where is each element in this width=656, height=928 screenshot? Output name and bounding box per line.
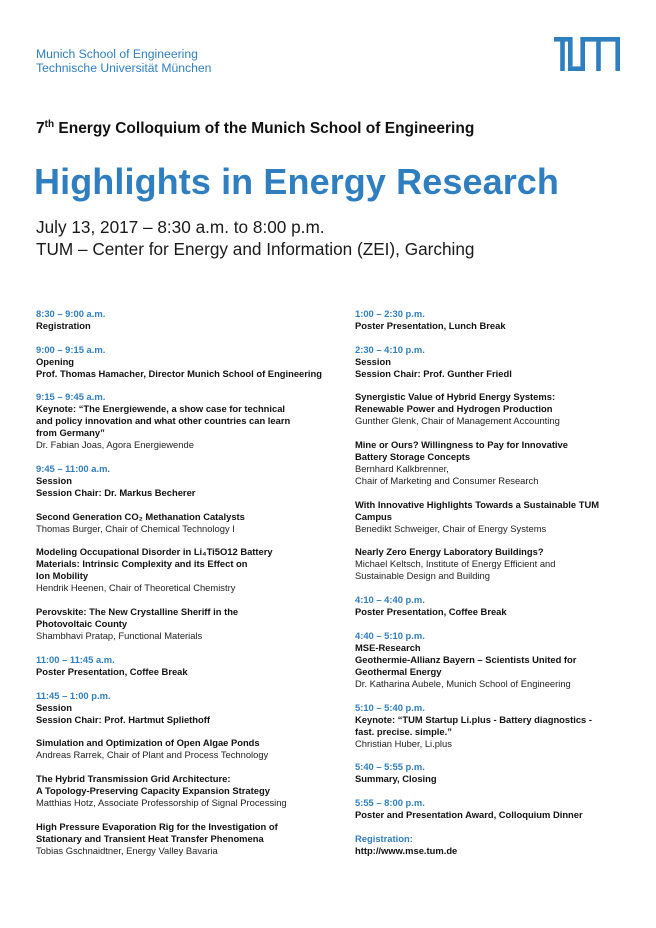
program-item <box>355 391 627 427</box>
time-slot: 5:10 – 5:40 p.m. <box>355 701 425 713</box>
program-title-line: Second Generation CO₂ Methanation Catalysts <box>36 510 245 522</box>
program-title-line: MSE-Research <box>355 641 421 653</box>
program-title-line: Perovskite: The New Crystalline Sheriff in the <box>36 606 239 618</box>
program-title-line: Session Chair: Dr. Markus Becherer <box>36 487 196 499</box>
program-title-line: Session Chair: Prof. Hartmut Spliethoff <box>36 713 210 725</box>
event-info <box>36 216 474 260</box>
program-item <box>36 546 336 594</box>
speaker-line: Dr. Katharina Aubele, Munich School of Engineering <box>355 677 571 689</box>
program-item <box>36 654 336 678</box>
speaker-line: Gunther Glenk, Chair of Management Accounting <box>355 415 560 427</box>
program-item <box>355 439 627 487</box>
time-slot: 9:45 – 11:00 a.m. <box>36 463 111 475</box>
program-title-line: Mine or Ours? Willingness to Pay for Innovative <box>355 439 568 451</box>
program-title-line: A Topology-Preserving Capacity Expansion Strategy <box>36 784 270 796</box>
program-item <box>36 821 336 857</box>
program-title-line: Simulation and Optimization of Open Algae Ponds <box>36 737 260 749</box>
speaker-line: Benedikt Schweiger, Chair of Energy Systems <box>355 522 547 534</box>
program-title-line: Session <box>36 475 72 487</box>
time-slot: 9:00 – 9:15 a.m. <box>36 343 106 355</box>
time-slot: 4:40 – 5:10 p.m. <box>355 629 425 641</box>
time-slot: 5:55 – 8:00 p.m. <box>355 796 425 808</box>
program-item <box>355 630 627 690</box>
speaker-line: Dr. Fabian Joas, Agora Energiewende <box>36 439 194 451</box>
program-item <box>355 344 627 380</box>
program-title-line: Keynote: “TUM Startup Li.plus - Battery diagnostics - <box>355 713 592 725</box>
program-title-line: Registration <box>36 320 91 331</box>
program-title-line: Poster Presentation, Lunch Break <box>355 320 506 331</box>
program-item <box>36 463 336 499</box>
program-item <box>355 308 627 332</box>
program-item <box>355 499 627 535</box>
university-name: Technische Universität München <box>36 61 212 75</box>
speaker-line: Thomas Burger, Chair of Chemical Technology I <box>36 522 235 534</box>
program-item <box>36 606 336 642</box>
program-item <box>355 702 627 750</box>
program-title-line: Session Chair: Prof. Gunther Friedl <box>355 367 512 379</box>
time-slot: Registration: <box>355 832 413 844</box>
program-item <box>36 308 336 332</box>
institution-block <box>36 47 211 75</box>
program-item <box>36 737 336 761</box>
program-right-column <box>355 308 627 868</box>
program-title-line: Poster Presentation, Coffee Break <box>36 665 188 677</box>
program-title-line: Battery Storage Concepts <box>355 451 471 463</box>
program-title-line: Ion Mobility <box>36 570 89 582</box>
program-item <box>355 833 627 857</box>
program-title-line: Synergistic Value of Hybrid Energy Systems: <box>355 391 556 403</box>
time-slot: 2:30 – 4:10 p.m. <box>355 343 425 355</box>
program-item <box>36 391 336 451</box>
program-title-line: Modeling Occupational Disorder in Li₄Ti5O12 Battery <box>36 546 273 558</box>
time-slot: 11:00 – 11:45 a.m. <box>36 653 115 665</box>
program-title-line: fast. precise. simple.” <box>355 725 452 737</box>
speaker-line: Shambhavi Pratap, Functional Materials <box>36 630 203 642</box>
program-title-line: Poster Presentation, Coffee Break <box>355 606 507 618</box>
speaker-line: Andreas Rarrek, Chair of Plant and Process Technology <box>36 749 269 761</box>
program-title-line: from Germany” <box>36 427 105 439</box>
program-item <box>355 546 627 582</box>
speaker-line: Tobias Gschnaidtner, Energy Valley Bavaria <box>36 844 218 856</box>
program-item <box>36 511 336 535</box>
program-title-line[interactable]: http://www.mse.tum.de <box>355 844 458 856</box>
time-slot: 8:30 – 9:00 a.m. <box>36 308 106 319</box>
speaker-line: Matthias Hotz, Associate Professorship of Signal Processing <box>36 796 287 808</box>
speaker-line: Hendrik Heenen, Chair of Theoretical Chemistry <box>36 582 236 594</box>
event-date: July 13, 2017 – 8:30 a.m. to 8:00 p.m. <box>36 217 325 237</box>
time-slot: 9:15 – 9:45 a.m. <box>36 391 106 403</box>
program-title-line: The Hybrid Transmission Grid Architecture: <box>36 772 231 784</box>
time-slot: 1:00 – 2:30 p.m. <box>355 308 425 319</box>
program-title-line: Renewable Power and Hydrogen Production <box>355 403 553 415</box>
program-title-line: Stationary and Transient Heat Transfer Phenomena <box>36 832 264 844</box>
program-left-column <box>36 308 336 868</box>
program-title-line: Photovoltaic County <box>36 618 128 630</box>
colloquium-heading: 7th Energy Colloquium of the Munich School of Engineering <box>36 119 475 138</box>
program-item <box>36 344 336 380</box>
speaker-line: Bernhard Kalkbrenner, <box>355 463 449 475</box>
tum-logo <box>554 37 620 71</box>
program-title-line: Opening <box>36 355 75 367</box>
program-title-line: Session <box>36 701 72 713</box>
speaker-line: Christian Huber, Li.plus <box>355 737 452 749</box>
speaker-line: Michael Keltsch, Institute of Energy Efficient and <box>355 558 556 570</box>
program-title-line: With Innovative Highlights Towards a Sustainable TUM <box>355 498 600 510</box>
program-title-line: Summary, Closing <box>355 773 437 785</box>
time-slot: 11:45 – 1:00 p.m. <box>36 689 111 701</box>
time-slot: 5:40 – 5:55 p.m. <box>355 761 425 773</box>
program-item <box>355 797 627 821</box>
program-title-line: High Pressure Evaporation Rig for the Investigation of <box>36 820 278 832</box>
speaker-line: Chair of Marketing and Consumer Research <box>355 475 539 487</box>
time-slot: 4:10 – 4:40 p.m. <box>355 594 425 606</box>
program-title-line: Prof. Thomas Hamacher, Director Munich School of Engineering <box>36 367 322 379</box>
program-title-line: Keynote: “The Energiewende, a show case for technical <box>36 403 286 415</box>
program-item <box>355 761 627 785</box>
program-item <box>355 594 627 618</box>
program-title-line: and policy innovation and what other countries can learn <box>36 415 291 427</box>
program-title-line: Geothermie-Allianz Bayern – Scientists United for <box>355 653 577 665</box>
program-item <box>36 690 336 726</box>
program-title-line: Session <box>355 355 391 367</box>
program-title-line: Geothermal Energy <box>355 665 442 677</box>
program-item <box>36 773 336 809</box>
program-title-line: Campus <box>355 510 392 522</box>
program-title-line: Materials: Intrinsic Complexity and its Effect on <box>36 558 248 570</box>
institution-name: Munich School of Engineering <box>36 47 198 61</box>
speaker-line: Sustainable Design and Building <box>355 570 490 582</box>
event-venue: TUM – Center for Energy and Information (ZEI), Garching <box>36 239 475 259</box>
page-title: Highlights in Energy Research <box>34 161 560 202</box>
program-title-line: Poster and Presentation Award, Colloquium Dinner <box>355 808 583 820</box>
program-title-line: Nearly Zero Energy Laboratory Buildings? <box>355 546 544 558</box>
